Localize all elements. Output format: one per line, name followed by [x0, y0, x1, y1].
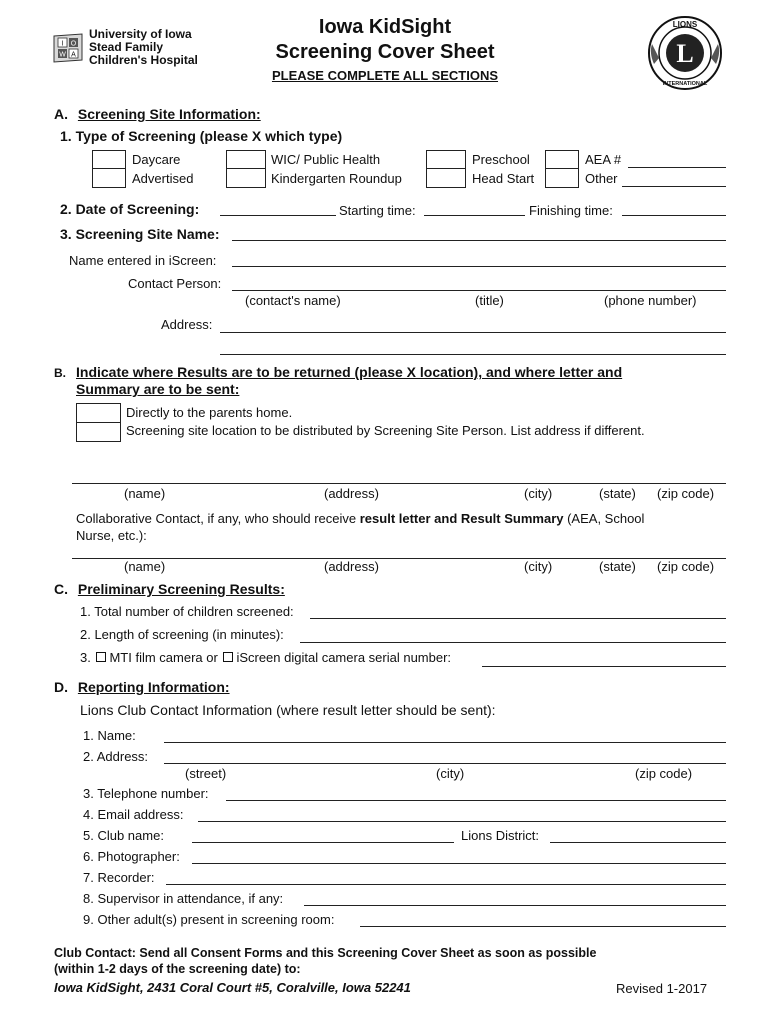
option-parents-home: Directly to the parents home. [126, 405, 293, 420]
date-field[interactable] [220, 215, 336, 216]
checkbox-iscreen[interactable] [223, 652, 233, 662]
checkbox-other[interactable] [545, 168, 579, 188]
telephone-label: 3. Telephone number: [83, 786, 209, 801]
iscreen-name-field[interactable] [232, 266, 726, 267]
return-address-field[interactable] [72, 483, 726, 484]
contact-person-label: Contact Person: [128, 276, 222, 291]
lions-seal [646, 14, 724, 95]
label-mti: MTI film camera or [109, 650, 218, 665]
svg-text:A: A [71, 51, 76, 59]
section-b-heading-1: Indicate where Results are to be returned (please X location), and where letter and [76, 364, 623, 380]
label-aea: AEA # [585, 152, 622, 167]
checkbox-screening-site[interactable] [76, 422, 121, 442]
caption-name: (name) [124, 486, 166, 501]
contact-name-caption: (contact's name) [245, 293, 341, 308]
caption-name: (name) [124, 559, 166, 574]
revised-date: Revised 1-2017 [616, 981, 708, 996]
collab-text-line-2: Nurse, etc.): [76, 528, 147, 543]
caption-zip: (zip code) [657, 559, 715, 574]
iscreen-name-label: Name entered in iScreen: [69, 253, 217, 268]
recorder-label: 7. Recorder: [83, 870, 155, 885]
caption-city: (city) [524, 559, 553, 574]
address-field-1[interactable] [220, 332, 726, 333]
club-name-label: 5. Club name: [83, 828, 164, 843]
serial-number-field[interactable] [482, 666, 726, 667]
caption-zip: (zip code) [657, 486, 715, 501]
length-label: 2. Length of screening (in minutes): [80, 627, 284, 642]
zip-caption: (zip code) [635, 766, 693, 781]
length-field[interactable] [300, 642, 726, 643]
footer-instruction-1: Club Contact: Send all Consent Forms and this Screening Cover Sheet as soon as possible [54, 946, 597, 960]
collab-text-pre: Collaborative Contact, if any, who should receive [76, 511, 360, 526]
finishing-time-label: Finishing time: [529, 203, 613, 218]
option-screening-site: Screening site location to be distributed by Screening Site Person. List address if different. [126, 423, 645, 438]
address-field-2[interactable] [220, 354, 726, 355]
logo-line-2: Stead Family [89, 40, 164, 54]
svg-text:O: O [70, 40, 77, 48]
lions-district-label: Lions District: [461, 828, 540, 843]
total-children-label: 1. Total number of children screened: [80, 604, 294, 619]
checkbox-kindergarten[interactable] [226, 168, 266, 188]
lions-contact-intro: Lions Club Contact Information (where result letter should be sent): [80, 702, 496, 718]
contact-title-caption: (title) [475, 293, 504, 308]
contact-phone-caption: (phone number) [604, 293, 697, 308]
section-d-heading: Reporting Information: [77, 679, 230, 695]
club-name-field[interactable] [192, 842, 454, 843]
caption-address: (address) [324, 486, 379, 501]
camera-row-number: 3. [80, 650, 91, 665]
other-field[interactable] [622, 186, 726, 187]
checkbox-advertised[interactable] [92, 168, 126, 188]
checkbox-parents-home[interactable] [76, 403, 121, 423]
svg-text:INTERNATIONAL: INTERNATIONAL [662, 81, 708, 87]
photographer-label: 6. Photographer: [83, 849, 180, 864]
label-wic: WIC/ Public Health [271, 152, 381, 167]
form-title: Iowa KidSight [318, 16, 452, 38]
label-advertised: Advertised [132, 171, 194, 186]
caption-state: (state) [599, 559, 636, 574]
site-name-label: 3. Screening Site Name: [60, 226, 220, 242]
email-label: 4. Email address: [83, 807, 184, 822]
other-adults-field[interactable] [360, 926, 726, 927]
photographer-field[interactable] [192, 863, 726, 864]
label-other: Other [585, 171, 618, 186]
svg-text:L: L [676, 39, 694, 68]
street-caption: (street) [185, 766, 227, 781]
logo-line-1: University of Iowa [89, 27, 192, 41]
collab-text-post: (AEA, School [563, 511, 645, 526]
logo-line-3: Children's Hospital [89, 53, 198, 67]
label-iscreen-serial: iScreen digital camera serial number: [236, 650, 452, 665]
footer-instruction-2: (within 1-2 days of the screening date) to: [54, 962, 301, 976]
label-preschool: Preschool [472, 152, 530, 167]
label-headstart: Head Start [472, 171, 535, 186]
svg-text:LIONS: LIONS [672, 20, 698, 29]
svg-text:W: W [59, 51, 66, 59]
section-b-heading-2: Summary are to be sent: [76, 381, 240, 397]
name-label: 1. Name: [83, 728, 136, 743]
caption-city: (city) [524, 486, 553, 501]
form-subtitle: PLEASE COMPLETE ALL SECTIONS [271, 68, 499, 83]
form-title-2: Screening Cover Sheet [275, 41, 495, 63]
checkbox-aea[interactable] [545, 150, 579, 169]
address-label-d: 2. Address: [83, 749, 149, 764]
checkbox-daycare[interactable] [92, 150, 126, 169]
svg-text:I: I [61, 40, 64, 48]
caption-state: (state) [599, 486, 636, 501]
label-kindergarten: Kindergarten Roundup [271, 171, 402, 186]
supervisor-label: 8. Supervisor in attendance, if any: [83, 891, 284, 906]
section-c-heading: Preliminary Screening Results: [77, 581, 285, 597]
site-name-field[interactable] [232, 240, 726, 241]
section-d-letter: D. [54, 679, 68, 695]
lions-district-field[interactable] [550, 842, 726, 843]
email-field[interactable] [198, 821, 726, 822]
total-children-field[interactable] [310, 618, 726, 619]
section-a-letter: A. [54, 106, 68, 122]
section-c-letter: C. [54, 581, 68, 597]
date-of-screening-label: 2. Date of Screening: [60, 201, 200, 217]
city-caption: (city) [436, 766, 465, 781]
name-field[interactable] [164, 742, 726, 743]
finishing-time-field[interactable] [622, 215, 726, 216]
checkbox-wic[interactable] [226, 150, 266, 169]
telephone-field[interactable] [226, 800, 726, 801]
footer-address: Iowa KidSight, 2431 Coral Court #5, Coralville, Iowa 52241 [54, 980, 411, 995]
address-label: Address: [161, 317, 213, 332]
starting-time-label: Starting time: [339, 203, 416, 218]
caption-address: (address) [324, 559, 379, 574]
recorder-field[interactable] [166, 884, 726, 885]
checkbox-headstart[interactable] [426, 168, 466, 188]
other-adults-label: 9. Other adult(s) present in screening room: [83, 912, 335, 927]
collaborative-contact-text [76, 511, 644, 526]
address-field-d[interactable] [164, 763, 726, 764]
contact-person-field[interactable] [232, 290, 726, 291]
section-b-letter: B. [54, 366, 66, 380]
camera-serial-row [80, 650, 451, 665]
type-of-screening-label: 1. Type of Screening (please X which type) [60, 128, 343, 144]
aea-number-field[interactable] [628, 167, 726, 168]
section-a-heading: Screening Site Information: [77, 106, 261, 122]
supervisor-field[interactable] [304, 905, 726, 906]
label-daycare: Daycare [132, 152, 181, 167]
checkbox-mti[interactable] [96, 652, 106, 662]
collab-text-bold: result letter and Result Summary [359, 511, 564, 526]
checkbox-preschool[interactable] [426, 150, 466, 169]
starting-time-field[interactable] [424, 215, 525, 216]
